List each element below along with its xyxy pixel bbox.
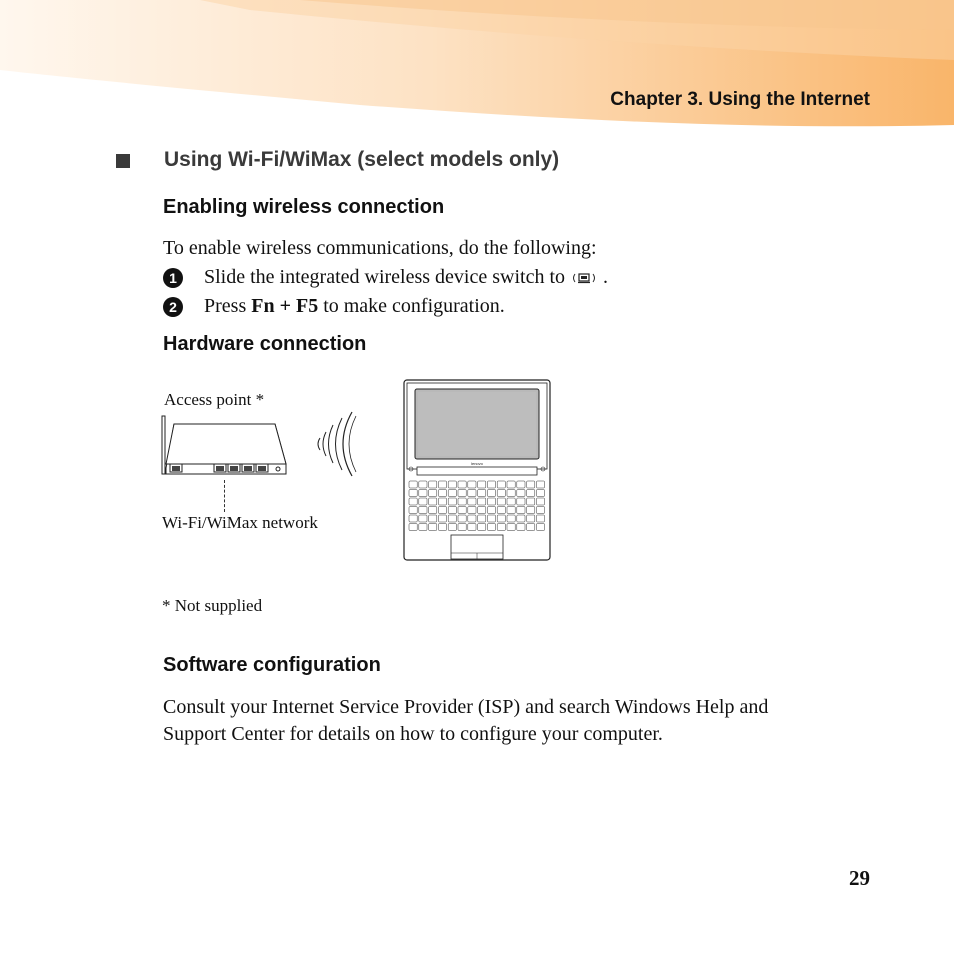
keyboard-key <box>409 515 417 522</box>
keyboard-key <box>517 481 525 488</box>
step-number: 2 <box>163 297 183 317</box>
keyboard-key <box>507 524 515 531</box>
laptop-brand-logo: lenovo <box>471 461 483 466</box>
keyboard-key <box>517 490 525 497</box>
chapter-title: Chapter 3. Using the Internet <box>610 89 870 110</box>
keyboard-key <box>507 498 515 505</box>
keyboard-key <box>429 490 437 497</box>
keyboard-key <box>536 481 544 488</box>
keyboard-key <box>487 481 495 488</box>
access-point-router-icon <box>160 412 290 482</box>
keyboard-key <box>429 524 437 531</box>
keyboard-key <box>527 490 535 497</box>
network-label: Wi-Fi/WiMax network <box>162 513 318 532</box>
keyboard-key <box>517 515 525 522</box>
step-number: 1 <box>163 268 183 288</box>
keyboard-key <box>468 498 476 505</box>
keyboard-key <box>438 507 446 514</box>
keyboard-key <box>458 490 466 497</box>
keyboard-key <box>429 507 437 514</box>
keyboard-key <box>419 524 427 531</box>
keyboard-key <box>536 524 544 531</box>
keyboard-key <box>527 515 535 522</box>
keyboard-key <box>448 515 456 522</box>
enabling-intro: To enable wireless communications, do the following: <box>163 237 597 259</box>
enabling-heading: Enabling wireless connection <box>163 196 445 218</box>
keyboard-key <box>497 524 505 531</box>
keyboard-key <box>409 490 417 497</box>
keyboard-key <box>429 515 437 522</box>
keyboard-key <box>468 481 476 488</box>
keyboard-key <box>419 507 427 514</box>
keyboard-key <box>438 524 446 531</box>
key-combination: Fn + F5 <box>251 295 319 317</box>
keyboard-key <box>419 481 427 488</box>
keyboard-key <box>478 507 486 514</box>
keyboard-key <box>419 498 427 505</box>
keyboard-key <box>507 481 515 488</box>
keyboard-key <box>448 524 456 531</box>
wireless-switch-icon <box>571 271 597 285</box>
keyboard-key <box>478 515 486 522</box>
keyboard-key <box>468 507 476 514</box>
laptop-icon <box>403 379 553 563</box>
footnote: * Not supplied <box>162 596 263 615</box>
keyboard-key <box>497 490 505 497</box>
step-2 <box>163 295 505 318</box>
software-paragraph-line-2: Support Center for details on how to configure your computer. <box>163 723 663 745</box>
header-decoration <box>0 0 954 140</box>
keyboard-key <box>507 507 515 514</box>
keyboard-key <box>527 481 535 488</box>
page-number: 29 <box>849 866 870 890</box>
keyboard-key <box>409 481 417 488</box>
keyboard-key <box>468 524 476 531</box>
keyboard-key <box>527 507 535 514</box>
keyboard-key <box>487 524 495 531</box>
keyboard-key <box>536 490 544 497</box>
step-text: Press Fn + F5 to make configuration. <box>204 295 505 317</box>
keyboard-key <box>527 498 535 505</box>
keyboard-key <box>497 507 505 514</box>
software-heading: Software configuration <box>163 654 381 676</box>
keyboard-key <box>497 515 505 522</box>
keyboard-key <box>478 490 486 497</box>
keyboard-key <box>438 498 446 505</box>
keyboard-key <box>409 498 417 505</box>
access-point-label: Access point * <box>164 390 265 409</box>
keyboard-key <box>458 524 466 531</box>
keyboard-key <box>497 481 505 488</box>
keyboard-key <box>468 515 476 522</box>
keyboard-key <box>487 498 495 505</box>
keyboard-key <box>536 515 544 522</box>
wireless-signal-icon <box>312 410 364 480</box>
software-paragraph-line-1: Consult your Internet Service Provider (ISP) and search Windows Help and <box>163 696 769 718</box>
keyboard-key <box>438 481 446 488</box>
keyboard-key <box>429 498 437 505</box>
keyboard-key <box>409 524 417 531</box>
keyboard-key <box>458 515 466 522</box>
keyboard-key <box>478 481 486 488</box>
network-connector-line <box>224 480 225 512</box>
keyboard-key <box>409 507 417 514</box>
keyboard-key <box>419 515 427 522</box>
keyboard-key <box>448 490 456 497</box>
step-text: Slide the integrated wireless device switch to . <box>204 266 609 288</box>
keyboard-key <box>527 524 535 531</box>
keyboard-key <box>487 515 495 522</box>
keyboard-key <box>478 498 486 505</box>
keyboard-key <box>487 507 495 514</box>
keyboard-key <box>507 515 515 522</box>
section-heading: Using Wi-Fi/WiMax (select models only) <box>164 148 560 171</box>
keyboard-key <box>497 498 505 505</box>
keyboard-key <box>517 507 525 514</box>
keyboard-key <box>458 498 466 505</box>
keyboard-key <box>419 490 427 497</box>
keyboard-key <box>478 524 486 531</box>
keyboard-key <box>448 481 456 488</box>
keyboard-key <box>438 515 446 522</box>
keyboard-key <box>429 481 437 488</box>
step-1 <box>163 266 608 289</box>
keyboard-key <box>536 498 544 505</box>
keyboard-key <box>438 490 446 497</box>
hardware-heading: Hardware connection <box>163 333 367 355</box>
keyboard-key <box>448 507 456 514</box>
keyboard-key <box>536 507 544 514</box>
keyboard-key <box>448 498 456 505</box>
keyboard-key <box>507 490 515 497</box>
keyboard-key <box>487 490 495 497</box>
keyboard-key <box>517 498 525 505</box>
keyboard-key <box>468 490 476 497</box>
section-bullet-icon <box>116 154 130 168</box>
keyboard-key <box>517 524 525 531</box>
keyboard-key <box>458 481 466 488</box>
keyboard-key <box>458 507 466 514</box>
